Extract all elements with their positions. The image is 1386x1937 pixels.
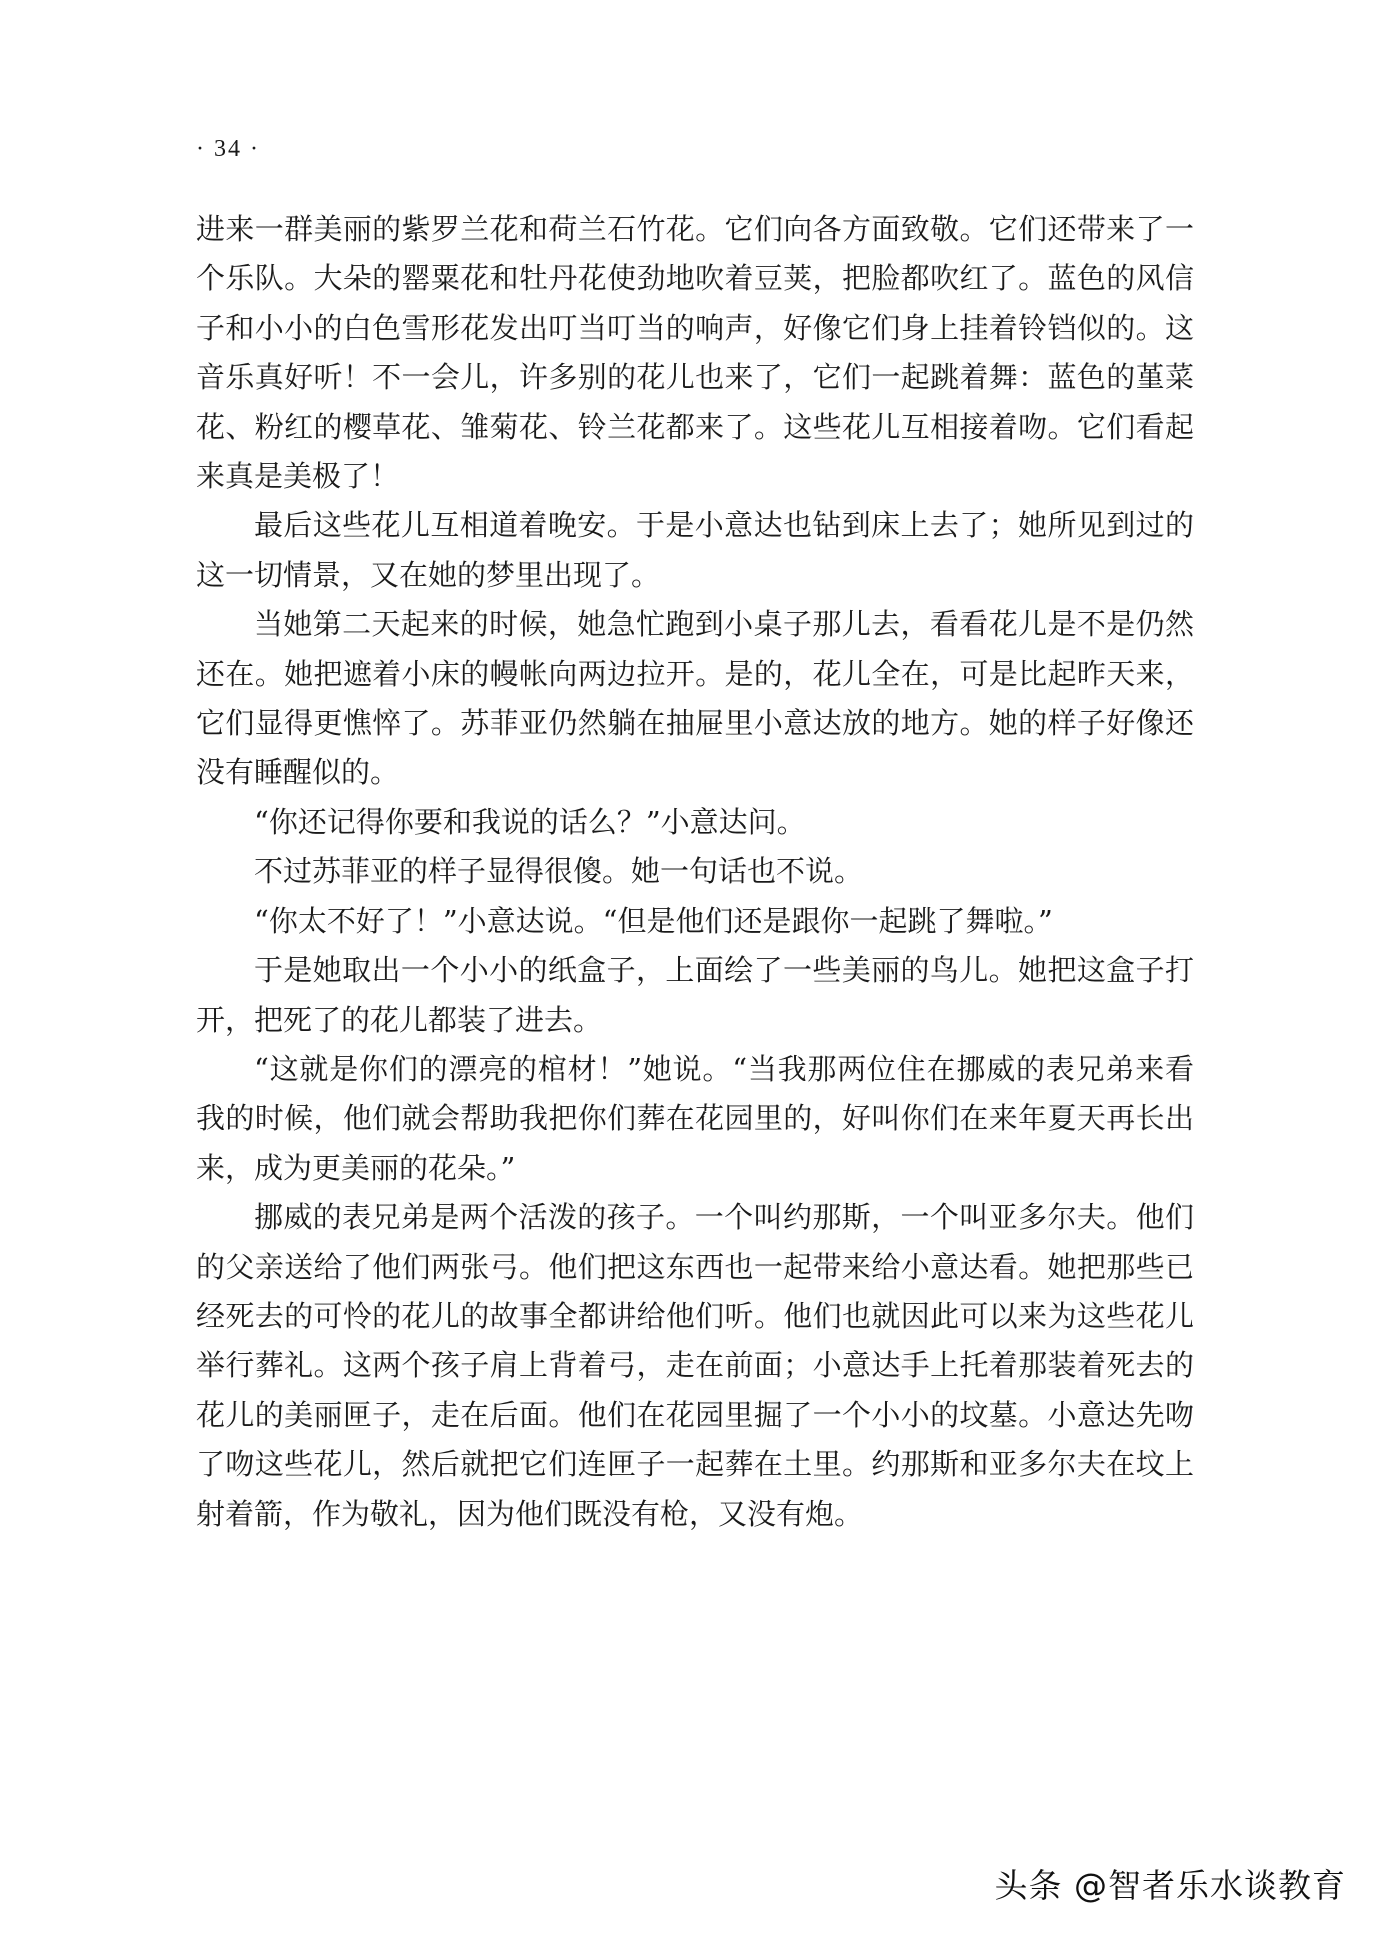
paragraph: 当她第二天起来的时候，她急忙跑到小桌子那儿去，看看花儿是不是仍然还在。她把遮着小床的幔帐向两边拉开。是的，花儿全在，可是比起昨天来，它们显得更憔悴了。苏菲亚仍然躺在抽屉里小意达放的地方。她的样子好像还没有睡醒似的。 (196, 607, 1194, 790)
paragraph: “这就是你们的漂亮的棺材！”她说。“当我那两位住在挪威的表兄弟来看我的时候，他们就会帮助我把你们葬在花园里的，好叫你们在来年夏天再长出来，成为更美丽的花朵。” (196, 1051, 1194, 1185)
body-text (196, 205, 1194, 1539)
paragraph: 进来一群美丽的紫罗兰花和荷兰石竹花。它们向各方面致敬。它们还带来了一个乐队。大朵的罂粟花和牡丹花使劲地吹着豆荚，把脸都吹红了。蓝色的风信子和小小的白色雪形花发出叮当叮当的响声，好像它们身上挂着铃铛似的。这音乐真好听！不一会儿，许多别的花儿也来了，它们一起跳着舞：蓝色的堇菜花、粉红的樱草花、雏菊花、铃兰花都来了。这些花儿互相接着吻。它们看起来真是美极了！ (196, 212, 1194, 494)
paragraph: 最后这些花儿互相道着晚安。于是小意达也钻到床上去了；她所见到过的这一切情景，又在她的梦里出现了。 (196, 508, 1194, 592)
paragraph: 于是她取出一个小小的纸盒子，上面绘了一些美丽的鸟儿。她把这盒子打开，把死了的花儿都装了进去。 (196, 953, 1194, 1037)
paragraph: “你太不好了！”小意达说。“但是他们还是跟你一起跳了舞啦。” (254, 903, 1053, 938)
paragraph: 不过苏菲亚的样子显得很傻。她一句话也不说。 (254, 854, 864, 889)
paragraph: “你还记得你要和我说的话么？”小意达问。 (254, 804, 806, 839)
watermark: 头条 @智者乐水谈教育 (994, 1866, 1346, 1905)
page-number: · 34 · (196, 136, 260, 162)
paragraph: 挪威的表兄弟是两个活泼的孩子。一个叫约那斯，一个叫亚多尔夫。他们的父亲送给了他们两张弓。他们把这东西也一起带来给小意达看。她把那些已经死去的可怜的花儿的故事全都讲给他们听。他们也就因此可以来为这些花儿举行葬礼。这两个孩子肩上背着弓，走在前面；小意达手上托着那装着死去的花儿的美丽匣子，走在后面。他们在花园里掘了一个小小的坟墓。小意达先吻了吻这些花儿，然后就把它们连匣子一起葬在土里。约那斯和亚多尔夫在坟上射着箭，作为敬礼，因为他们既没有枪，又没有炮。 (196, 1200, 1194, 1531)
